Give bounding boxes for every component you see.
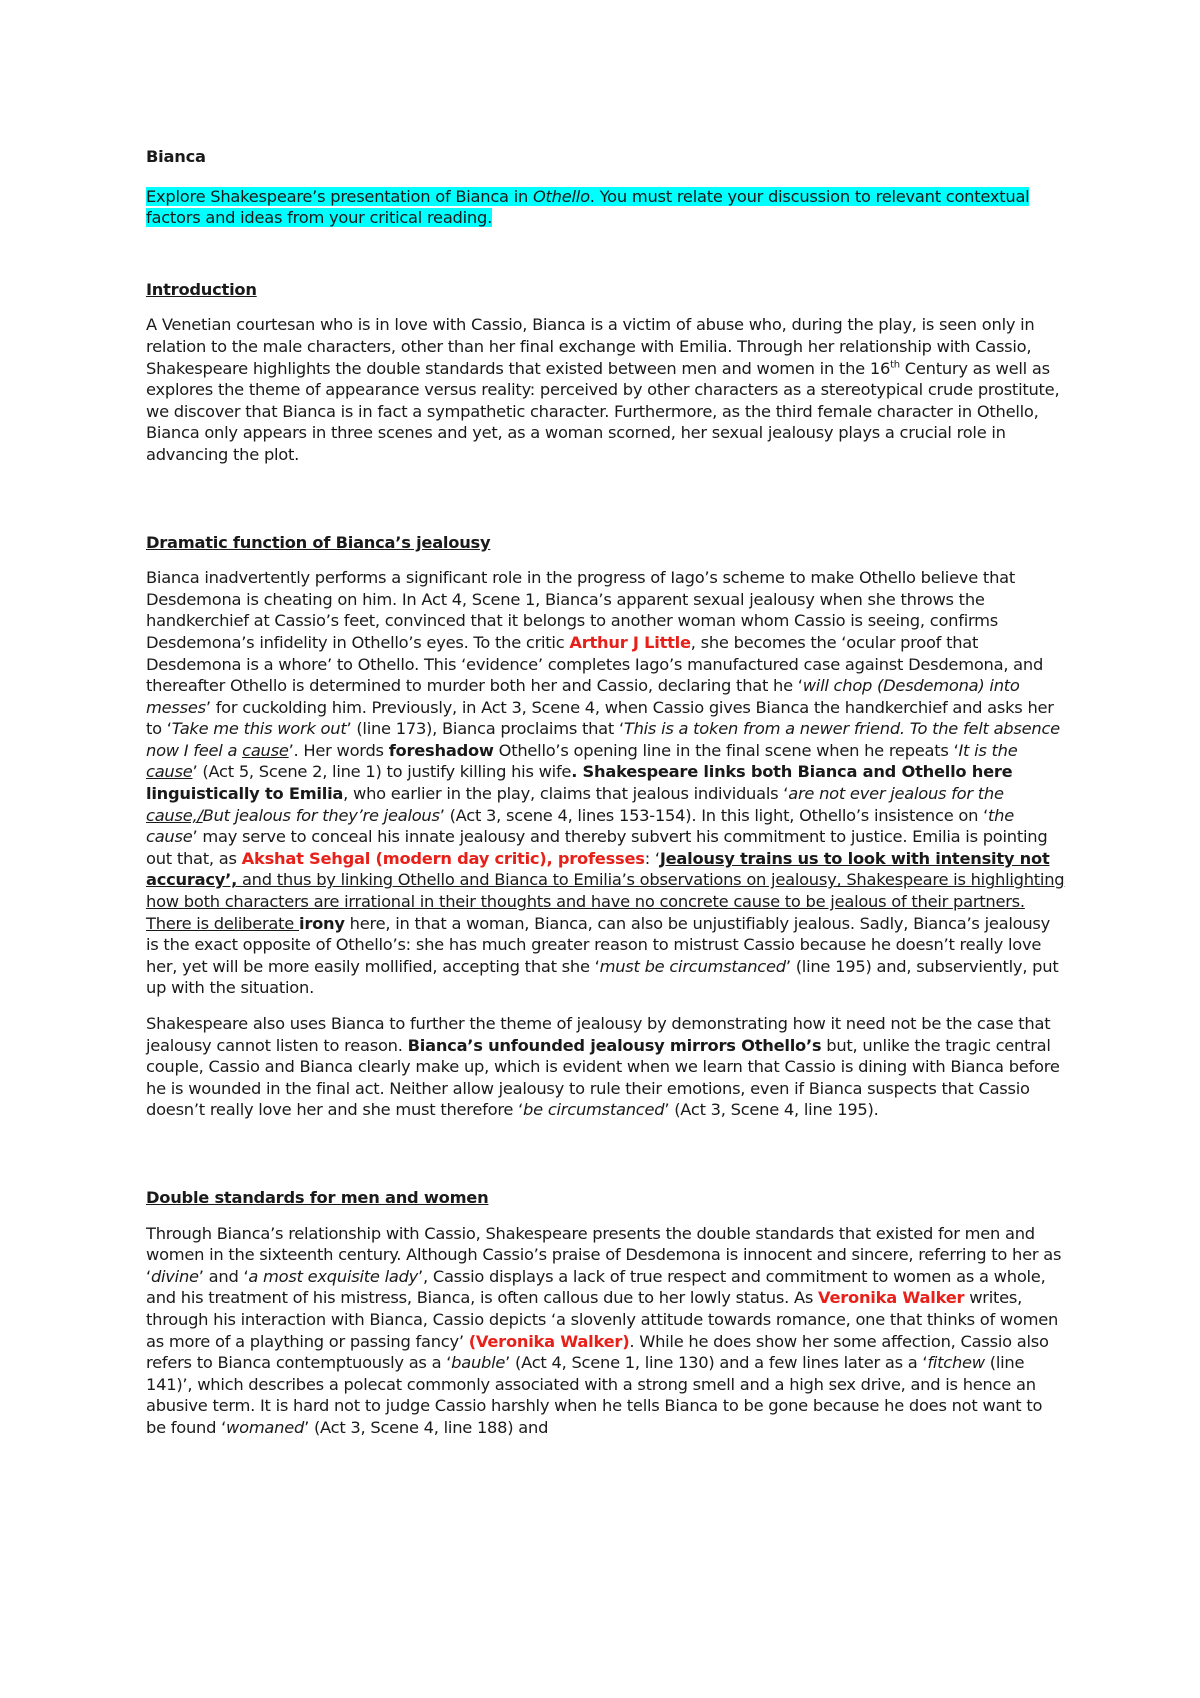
intro-paragraph: A Venetian courtesan who is in love with Cassio, Bianca is a victim of abuse who, during the play, is seen only in relation to the male characters, other than her final exchange with Emilia. Through her relationship with Cassio, Shakespeare highlights the double standards that existed between men and women in the 16th Century as well as explores the theme of appearance versus reality: perceived by other characters as a stereotypical crude prostitute, we discover that Bianca is in fact a sympathetic character. Furthermore, as the third female character in Othello, Bianca only appears in three scenes and yet, as a woman scorned, her sexual jealousy plays a crucial role in advancing the plot. bbox=[146, 315, 1060, 464]
jealousy-paragraph-2: Shakespeare also uses Bianca to further the theme of jealousy by demonstrating how it need not be the case that jealousy cannot listen to reason. Bianca’s unfounded jealousy mirrors Othello’s but, unlike the tragic central couple, Cassio and Bianca clearly make up, which is evident when we learn that Cassio is dining with Bianca before he is wounded in the final act. Neither allow jealousy to rule their emotions, even if Bianca suspects that Cassio doesn’t really love her and she must therefore ‘be circumstanced’ (Act 3, Scene 4, line 195). bbox=[146, 1014, 1060, 1120]
jealousy-paragraph-1: Bianca inadvertently performs a significant role in the progress of Iago’s scheme to make Othello believe that Desdemona is cheating on him. In Act 4, Scene 1, Bianca’s apparent sexual jealousy when she throws the handkerchief at Cassio’s feet, convinced that it belongs to another woman whom Cassio is seeing, confirms Desdemona’s infidelity in Othello’s eyes. To the critic Arthur J Little, she becomes the ‘ocular proof that Desdemona is a whore’ to Othello. This ‘evidence’ completes Iago’s manufactured case against Desdemona, and thereafter Othello is determined to murder both her and Cassio, declaring that he ‘will chop (Desdemona) into messes’ for cuckolding him. Previously, in Act 3, Scene 4, when Cassio gives Bianca the handkerchief and asks her to ‘Take me this work out’ (line 173), Bianca proclaims that ‘This is a token from a newer friend. To the felt absence now I feel a cause’. Her words foreshadow Othello’s opening line in the final scene when he repeats ‘It is the cause’ (Act 5, Scene 2, line 1) to justify killing his wife. Shakespeare links both Bianca and Othello here linguistically to Emilia, who earlier in the play, claims that jealous individuals ‘are not ever jealous for the cause,/But jealous for they’re jealous’ (Act 3, scene 4, lines 153-154). In this light, Othello’s insistence on ‘the cause’ may serve to conceal his innate jealousy and thereby subvert his commitment to justice. Emilia is pointing out that, as Akshat Sehgal (modern day critic), professes: ‘Jealousy trains us to look with intensity not accuracy’, and thus by linking Othello and Bianca to Emilia’s observations on jealousy, Shakespeare is highlighting how both characters are irrational in their thoughts and have no concrete cause to be jealous of their partners. There is deliberate irony here, in that a woman, Bianca, can also be unjustifiably jealous. Sadly, Bianca’s jealousy is the exact opposite of Othello’s: she has much greater reason to mistrust Cassio because he doesn’t really love her, yet will be more easily mollified, accepting that she ‘must be circumstanced’ (line 195) and, subserviently, put up with the situation. bbox=[146, 568, 1065, 998]
double-standards-paragraph: Through Bianca’s relationship with Cassio, Shakespeare presents the double standards that existed for men and women in the sixteenth century. Although Cassio’s praise of Desdemona is innocent and sincere, referring to her as ‘divine’ and ‘a most exquisite lady’, Cassio displays a lack of true respect and commitment to women as a whole, and his treatment of his mistress, Bianca, is often callous due to her lowly status. As Veronika Walker writes, through his interaction with Bianca, Cassio depicts ‘a slovenly attitude towards romance, one that thinks of women as more of a plaything or passing fancy’ (Veronika Walker). While he does show her some affection, Cassio also refers to Bianca contemptuously as a ‘bauble’ (Act 4, Scene 1, line 130) and a few lines later as a ‘fitchew (line 141)’, which describes a polecat commonly associated with a strong smell and a high sex drive, and is hence an abusive term. It is hard not to judge Cassio harshly when he tells Bianca to be gone because he does not want to be found ‘womaned’ (Act 3, Scene 4, line 188) and bbox=[146, 1223, 1062, 1437]
essay-prompt: Explore Shakespeare’s presentation of Bianca in Othello. You must relate your discussion to relevant contextual factors and ideas from your critical reading. bbox=[146, 186, 1030, 228]
document-page bbox=[146, 128, 1066, 1453]
critic-name: Akshat Sehgal (modern day critic), professes bbox=[241, 848, 645, 868]
critic-name: (Veronika Walker) bbox=[468, 1331, 630, 1351]
section-heading-introduction: Introduction bbox=[146, 279, 257, 299]
document-title: Bianca bbox=[146, 147, 206, 166]
critic-name: Veronika Walker bbox=[818, 1288, 965, 1308]
section-heading-double-standards: Double standards for men and women bbox=[146, 1187, 489, 1207]
critic-name: Arthur J Little bbox=[569, 632, 691, 652]
section-heading-jealousy: Dramatic function of Bianca’s jealousy bbox=[146, 532, 491, 552]
